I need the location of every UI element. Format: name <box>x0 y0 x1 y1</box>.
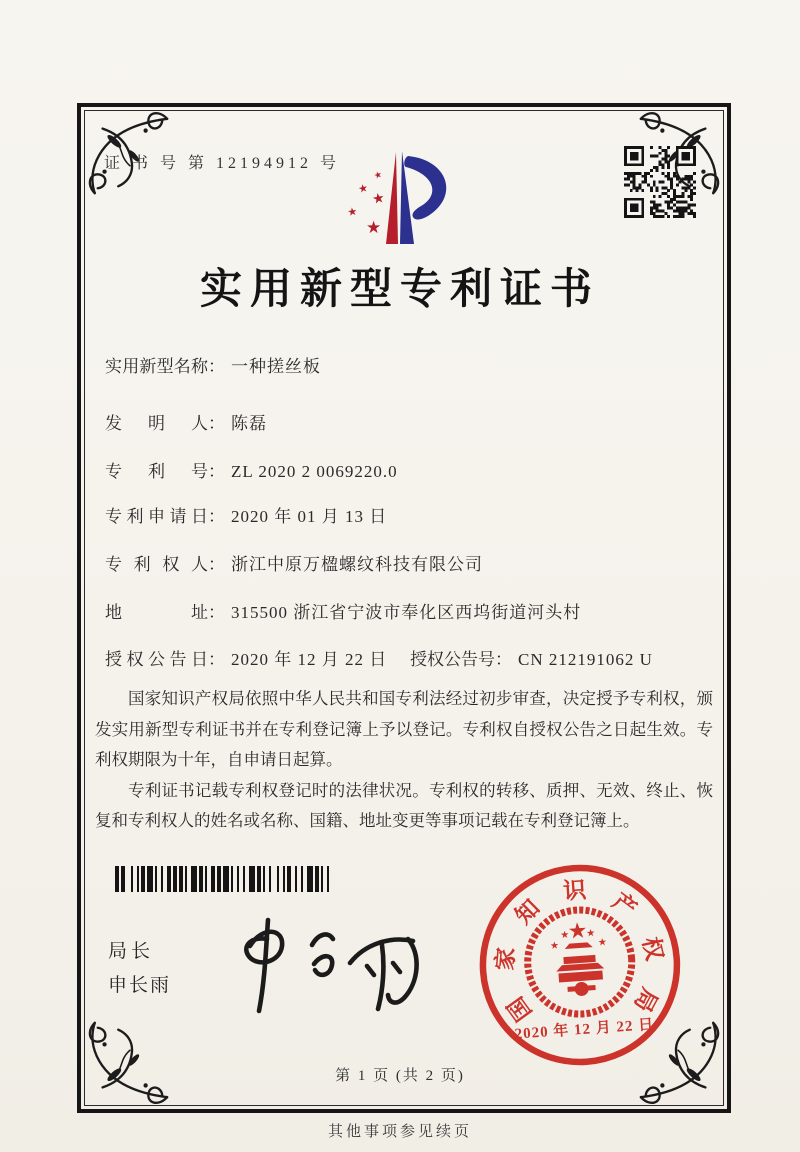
field-value: 2020 年 12 月 22 日 <box>231 650 388 669</box>
field-colon: ： <box>495 650 512 669</box>
national-emblem-icon <box>524 907 635 1018</box>
legal-text-block <box>95 684 713 837</box>
field-row-patentee <box>105 550 715 575</box>
certificate-number: 证 书 号 第 12194912 号 <box>104 155 341 172</box>
svg-text:局: 局 <box>629 983 663 1017</box>
seal-date: 2020 年 12 月 22 日 <box>514 1016 655 1043</box>
continuation-note: 其他事项参见续页 <box>327 1124 472 1140</box>
svg-text:知: 知 <box>510 895 545 929</box>
svg-text:权: 权 <box>637 934 668 963</box>
field-pair-grant-number <box>410 645 653 670</box>
barcode-icon <box>115 866 329 892</box>
field-colon: ： <box>208 555 225 574</box>
svg-text:识: 识 <box>562 877 588 904</box>
field-row-address <box>105 598 715 623</box>
field-row-filing-date <box>105 502 715 527</box>
field-label: 授权公告号 <box>410 650 495 669</box>
field-value: 2020 年 01 月 13 日 <box>231 507 388 526</box>
field-label: 授权公告日 <box>105 650 208 669</box>
official-seal <box>461 854 699 1077</box>
field-label: 实用新型名称 <box>105 357 208 376</box>
qr-code-icon <box>624 146 696 218</box>
legal-paragraph: 专利证书记载专利权登记时的法律状况。专利权的转移、质押、无效、终止、恢复和专利权人的姓名或名称、国籍、地址变更等事项记载在专利登记簿上。 <box>95 780 713 830</box>
svg-text:★: ★ <box>559 929 570 942</box>
field-colon: ： <box>208 650 225 669</box>
signer-name: 申长雨 <box>108 975 172 996</box>
field-label: 专利号 <box>105 462 208 481</box>
certificate-title: 实用新型专利证书 <box>199 267 600 313</box>
field-value: 一种搓丝板 <box>231 357 321 376</box>
field-label: 发明人 <box>105 414 208 433</box>
field-row-inventor <box>105 409 715 434</box>
field-value: 陈磊 <box>231 414 267 433</box>
cnipa-logo-icon <box>330 136 510 258</box>
field-row-grant <box>105 645 715 670</box>
svg-text:★: ★ <box>366 218 382 237</box>
field-colon: ： <box>208 414 225 433</box>
page-number: 第 1 页 (共 2 页) <box>335 1068 465 1084</box>
svg-text:★: ★ <box>597 937 608 949</box>
legal-paragraph: 国家知识产权局依照中华人民共和国专利法经过初步审查，决定授予专利权，颁发实用新型专利证书并在专利登记簿上予以登记。专利权自授权公告之日起生效。专利权期限为十年，自申请日起算。 <box>95 689 713 769</box>
svg-text:★: ★ <box>371 190 387 208</box>
field-colon: ： <box>208 507 225 526</box>
signature-icon <box>212 910 432 1015</box>
field-label: 专利申请日 <box>105 507 208 526</box>
field-colon: ： <box>208 357 225 376</box>
svg-text:★: ★ <box>549 940 560 953</box>
svg-text:★: ★ <box>585 927 596 940</box>
svg-text:★: ★ <box>346 205 359 219</box>
svg-text:家: 家 <box>492 946 520 972</box>
field-value: CN 212191062 U <box>518 650 653 669</box>
svg-text:国: 国 <box>502 992 537 1026</box>
corner-flourish-icon <box>85 1017 173 1105</box>
svg-text:★: ★ <box>566 917 589 944</box>
field-row-name <box>105 352 715 377</box>
svg-text:★: ★ <box>372 168 384 181</box>
svg-text:★: ★ <box>357 182 370 196</box>
signer-title: 局长 <box>108 941 155 962</box>
field-label: 专利权人 <box>105 555 208 574</box>
field-colon: ： <box>208 603 225 622</box>
svg-text:产: 产 <box>607 888 642 923</box>
field-row-patent-number <box>105 457 715 482</box>
field-colon: ： <box>208 462 225 481</box>
field-value: 315500 浙江省宁波市奉化区西坞街道河头村 <box>231 603 582 622</box>
field-label: 地址 <box>105 603 208 622</box>
field-value: 浙江中原万楹螺纹科技有限公司 <box>231 555 483 574</box>
field-value: ZL 2020 2 0069220.0 <box>231 462 398 481</box>
